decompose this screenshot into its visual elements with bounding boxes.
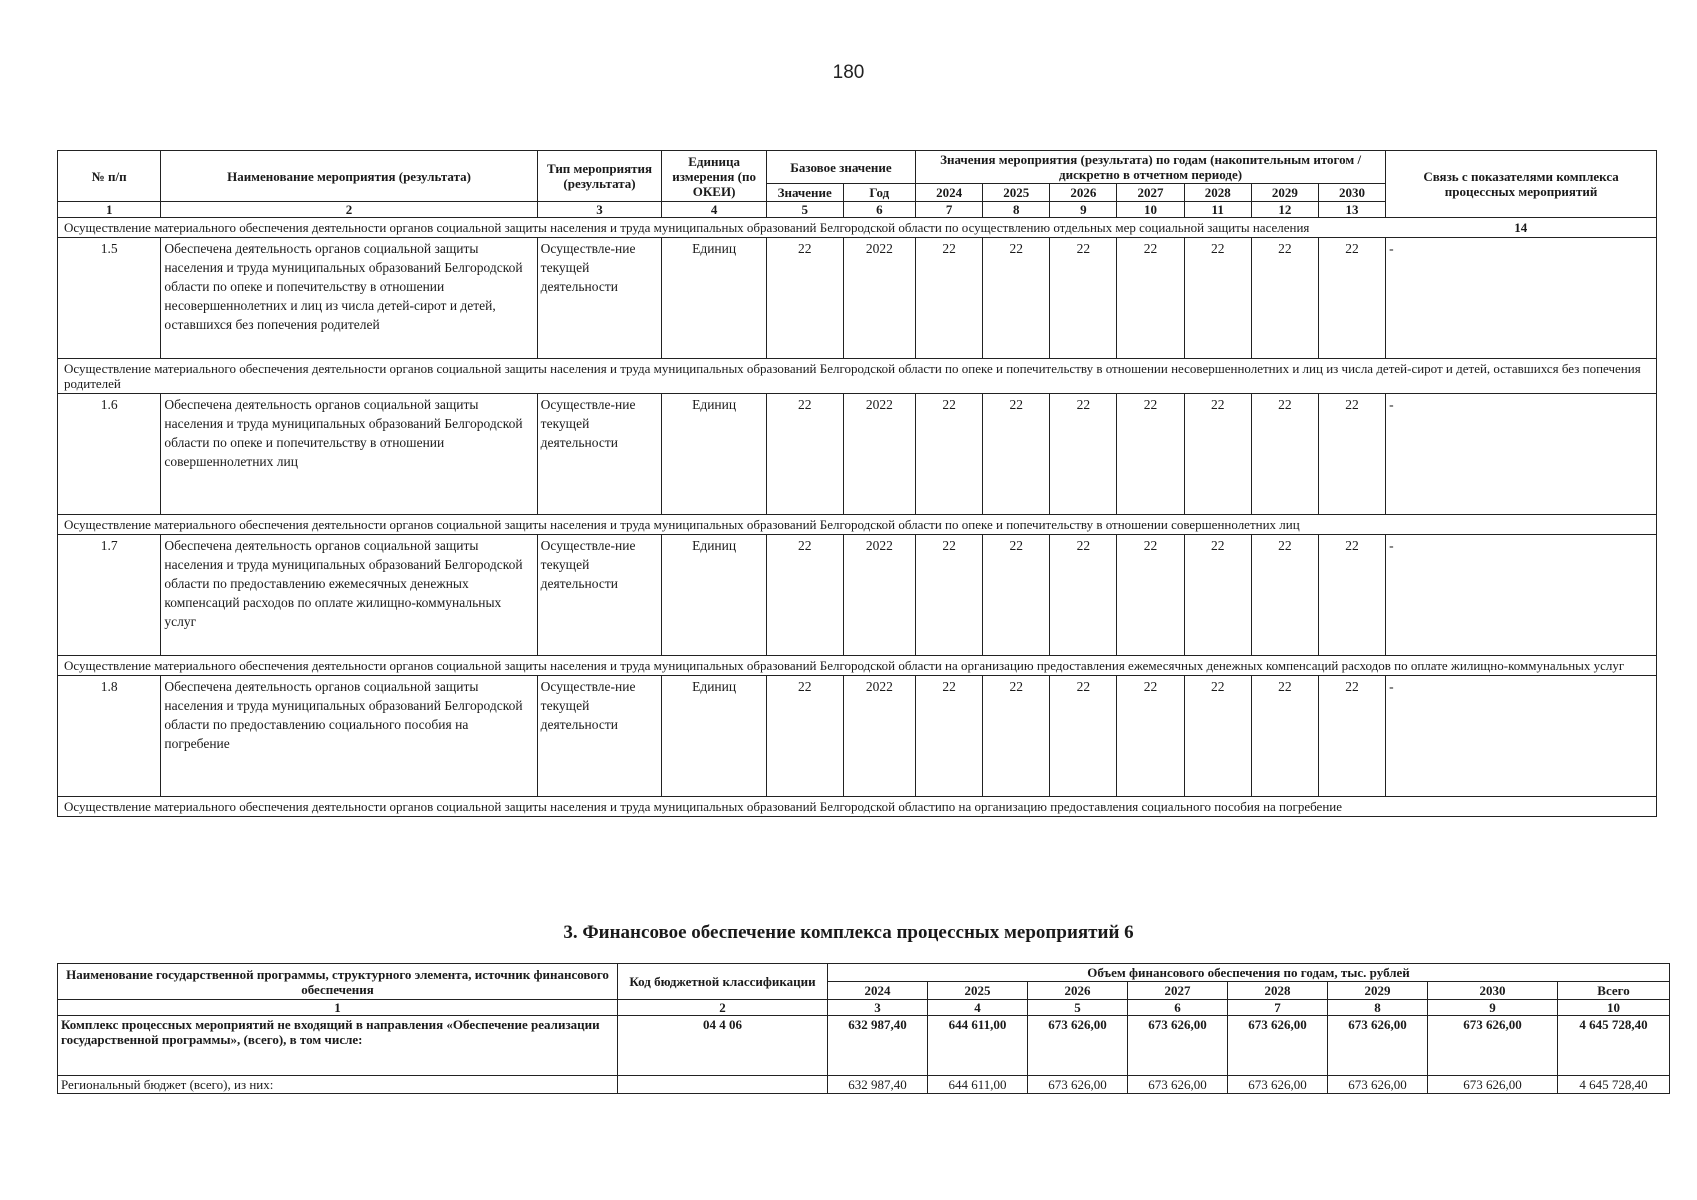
table-row — [58, 238, 1657, 359]
finance-header-year: 2025 — [928, 982, 1028, 1000]
row-value: 22 — [1117, 535, 1184, 656]
section-row — [58, 515, 1657, 535]
finance-row-name: Комплекс процессных мероприятий не входящий в направления «Обеспечение реализации государственной программы», (всего), в том числе: — [58, 1016, 618, 1076]
column-number: 6 — [843, 202, 916, 218]
row-num: 1.5 — [58, 238, 161, 359]
row-name: Обеспечена деятельность органов социальной защиты населения и труда муниципальных образований Белгородской области по опеке и попечительству в отношении совершеннолетних лиц — [161, 394, 537, 515]
row-unit: Единиц — [662, 394, 766, 515]
row-value: 22 — [1251, 676, 1318, 797]
row-value: 22 — [1318, 535, 1385, 656]
column-number: 9 — [1050, 202, 1117, 218]
row-value: 22 — [1318, 676, 1385, 797]
row-value: 22 — [1117, 676, 1184, 797]
column-number: 5 — [1028, 1000, 1128, 1016]
finance-row-value: 673 626,00 — [1028, 1076, 1128, 1094]
column-number: 13 — [1318, 202, 1385, 218]
section-title: Осуществление материального обеспечения деятельности органов социальной защиты населения и труда муниципальных образований Белгородской области по осуществлению отдельных мер социальной защиты населения — [58, 218, 1386, 238]
row-value: 22 — [1050, 238, 1117, 359]
finance-header-total: Всего — [1558, 982, 1670, 1000]
column-number: 8 — [983, 202, 1050, 218]
row-base-value: 22 — [766, 394, 843, 515]
section-title: Осуществление материального обеспечения деятельности органов социальной защиты населения и труда муниципальных образований Белгородской области по опеке и попечительству в отношении несовершеннолетних и лиц из числа детей-сирот и детей, оставшихся без попечения родителей — [58, 359, 1657, 394]
column-number: 5 — [766, 202, 843, 218]
row-value: 22 — [983, 394, 1050, 515]
header-num: № п/п — [58, 151, 161, 202]
column-number: 10 — [1558, 1000, 1670, 1016]
row-unit: Единиц — [662, 238, 766, 359]
finance-row-value: 673 626,00 — [1128, 1016, 1228, 1076]
finance-row-total: 4 645 728,40 — [1558, 1016, 1670, 1076]
row-value: 22 — [1251, 535, 1318, 656]
finance-header-year: 2026 — [1028, 982, 1128, 1000]
row-value: 22 — [983, 676, 1050, 797]
finance-section-title: 3. Финансовое обеспечение комплекса процессных мероприятий 6 — [563, 922, 1134, 943]
row-base-year: 2022 — [843, 238, 916, 359]
finance-header-year: 2030 — [1428, 982, 1558, 1000]
finance-header-year: 2024 — [828, 982, 928, 1000]
finance-row-value: 673 626,00 — [1228, 1016, 1328, 1076]
finance-row-value: 632 987,40 — [828, 1016, 928, 1076]
finance-header-code: Код бюджетной классификации — [618, 964, 828, 1000]
column-number: 4 — [662, 202, 766, 218]
row-num: 1.8 — [58, 676, 161, 797]
row-value: 22 — [983, 535, 1050, 656]
column-number: 10 — [1117, 202, 1184, 218]
header-link: Связь с показателями комплекса процессных мероприятий — [1386, 151, 1657, 218]
row-base-year: 2022 — [843, 676, 916, 797]
row-value: 22 — [916, 676, 983, 797]
header-year: 2026 — [1050, 184, 1117, 202]
table-row — [58, 676, 1657, 797]
row-type: Осуществле-ние текущей деятельности — [537, 676, 662, 797]
finance-row-code: 04 4 06 — [618, 1016, 828, 1076]
section-title: Осуществление материального обеспечения деятельности органов социальной защиты населения и труда муниципальных образований Белгородской области по опеке и попечительству в отношении совершеннолетних лиц — [58, 515, 1657, 535]
finance-row-value: 673 626,00 — [1328, 1016, 1428, 1076]
column-number: 6 — [1128, 1000, 1228, 1016]
header-year: 2029 — [1251, 184, 1318, 202]
row-value: 22 — [1050, 394, 1117, 515]
header-values-by-year: Значения мероприятия (результата) по годам (накопительным итогом / дискретно в отчетном периоде) — [916, 151, 1386, 184]
row-link: - — [1386, 676, 1657, 797]
row-unit: Единиц — [662, 535, 766, 656]
row-base-year: 2022 — [843, 394, 916, 515]
row-type: Осуществле-ние текущей деятельности — [537, 238, 662, 359]
row-num: 1.7 — [58, 535, 161, 656]
header-year: 2024 — [916, 184, 983, 202]
column-number: 3 — [537, 202, 662, 218]
header-type: Тип мероприятия (результата) — [537, 151, 662, 202]
row-value: 22 — [1318, 238, 1385, 359]
finance-header-year: 2028 — [1228, 982, 1328, 1000]
finance-row-value: 673 626,00 — [1228, 1076, 1328, 1094]
table-row — [58, 1076, 1670, 1094]
row-num: 1.6 — [58, 394, 161, 515]
column-number: 3 — [828, 1000, 928, 1016]
header-year: 2027 — [1117, 184, 1184, 202]
finance-row-value: 673 626,00 — [1328, 1076, 1428, 1094]
header-base-value: Значение — [766, 184, 843, 202]
finance-row-value: 673 626,00 — [1428, 1016, 1558, 1076]
column-number: 2 — [618, 1000, 828, 1016]
row-value: 22 — [1251, 394, 1318, 515]
finance-row-total: 4 645 728,40 — [1558, 1076, 1670, 1094]
finance-row-code — [618, 1076, 828, 1094]
header-base-year: Год — [843, 184, 916, 202]
row-base-value: 22 — [766, 676, 843, 797]
finance-row-value: 673 626,00 — [1028, 1016, 1128, 1076]
row-value: 22 — [1184, 676, 1251, 797]
row-value: 22 — [1184, 238, 1251, 359]
row-value: 22 — [1184, 535, 1251, 656]
row-base-value: 22 — [766, 535, 843, 656]
section-row — [58, 218, 1657, 238]
events-table — [57, 150, 1657, 817]
page-number: 180 — [832, 62, 865, 83]
column-number: 14 — [1386, 218, 1657, 238]
header-unit: Единица измерения (по ОКЕИ) — [662, 151, 766, 202]
finance-row-value: 673 626,00 — [1428, 1076, 1558, 1094]
section-row — [58, 359, 1657, 394]
row-value: 22 — [1050, 535, 1117, 656]
column-number: 8 — [1328, 1000, 1428, 1016]
finance-row-value: 632 987,40 — [828, 1076, 928, 1094]
table-row — [58, 1016, 1670, 1076]
row-name: Обеспечена деятельность органов социальной защиты населения и труда муниципальных образований Белгородской области по опеке и попечительству в отношении несовершеннолетних и лиц из числа детей-сирот и детей, оставшихся без попечения родителей — [161, 238, 537, 359]
header-name: Наименование мероприятия (результата) — [161, 151, 537, 202]
finance-header-volume: Объем финансового обеспечения по годам, тыс. рублей — [828, 964, 1670, 982]
column-number: 11 — [1184, 202, 1251, 218]
header-year: 2025 — [983, 184, 1050, 202]
column-number: 2 — [161, 202, 537, 218]
row-base-year: 2022 — [843, 535, 916, 656]
row-name: Обеспечена деятельность органов социальной защиты населения и труда муниципальных образований Белгородской области по предоставлению социального пособия на погребение — [161, 676, 537, 797]
section-row — [58, 656, 1657, 676]
column-number: 7 — [1228, 1000, 1328, 1016]
column-number: 7 — [916, 202, 983, 218]
finance-table — [57, 963, 1670, 1094]
header-year: 2028 — [1184, 184, 1251, 202]
row-link: - — [1386, 238, 1657, 359]
column-number: 1 — [58, 202, 161, 218]
row-value: 22 — [1251, 238, 1318, 359]
row-value: 22 — [983, 238, 1050, 359]
section-title: Осуществление материального обеспечения деятельности органов социальной защиты населения и труда муниципальных образований Белгородской областипо на организацию предоставления социального пособия на погребение — [58, 797, 1657, 817]
finance-header-year: 2029 — [1328, 982, 1428, 1000]
row-value: 22 — [1050, 676, 1117, 797]
finance-row-value: 644 611,00 — [928, 1016, 1028, 1076]
column-number: 12 — [1251, 202, 1318, 218]
row-type: Осуществле-ние текущей деятельности — [537, 535, 662, 656]
finance-row-value: 644 611,00 — [928, 1076, 1028, 1094]
row-link: - — [1386, 535, 1657, 656]
row-name: Обеспечена деятельность органов социальной защиты населения и труда муниципальных образований Белгородской области по предоставлению ежемесячных денежных компенсаций расходов по оплате жилищно-коммунальных услуг — [161, 535, 537, 656]
row-value: 22 — [916, 238, 983, 359]
finance-header-year: 2027 — [1128, 982, 1228, 1000]
table-row — [58, 394, 1657, 515]
column-number: 9 — [1428, 1000, 1558, 1016]
finance-row-name: Региональный бюджет (всего), из них: — [58, 1076, 618, 1094]
finance-row-value: 673 626,00 — [1128, 1076, 1228, 1094]
row-value: 22 — [916, 394, 983, 515]
header-year: 2030 — [1318, 184, 1385, 202]
section-title: Осуществление материального обеспечения деятельности органов социальной защиты населения и труда муниципальных образований Белгородской области на организацию предоставления ежемесячных денежных компенсаций расходов по оплате жилищно-коммунальных услуг — [58, 656, 1657, 676]
row-link: - — [1386, 394, 1657, 515]
column-number: 4 — [928, 1000, 1028, 1016]
row-type: Осуществле-ние текущей деятельности — [537, 394, 662, 515]
row-value: 22 — [1117, 238, 1184, 359]
column-number: 1 — [58, 1000, 618, 1016]
finance-header-name: Наименование государственной программы, структурного элемента, источник финансового обеспечения — [58, 964, 618, 1000]
row-value: 22 — [1184, 394, 1251, 515]
header-base: Базовое значение — [766, 151, 915, 184]
row-value: 22 — [1318, 394, 1385, 515]
row-base-value: 22 — [766, 238, 843, 359]
table-row — [58, 535, 1657, 656]
row-unit: Единиц — [662, 676, 766, 797]
row-value: 22 — [1117, 394, 1184, 515]
row-value: 22 — [916, 535, 983, 656]
section-row — [58, 797, 1657, 817]
